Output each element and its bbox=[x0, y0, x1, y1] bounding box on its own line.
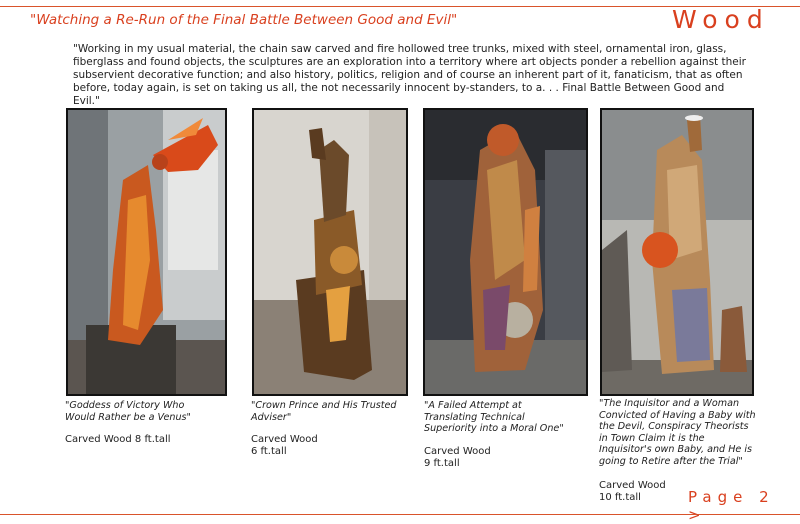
medium-failed-attempt: Carved Wood 9 ft.tall bbox=[424, 446, 491, 469]
sculpture-photo-inquisitor[interactable] bbox=[600, 108, 754, 396]
medium-crown-prince: Carved Wood 6 ft.tall bbox=[251, 434, 318, 457]
section-brand: Wood bbox=[672, 5, 770, 34]
medium-inquisitor: Carved Wood 10 ft.tall bbox=[599, 480, 666, 503]
caption-failed-attempt: "A Failed Attempt at Translating Technical Superiority into a Moral One" bbox=[424, 400, 564, 435]
sculpture-photo-crown-prince[interactable] bbox=[252, 108, 408, 396]
caption-goddess: "Goddess of Victory Who Would Rather be a Venus" bbox=[65, 400, 191, 423]
sculpture-photo-goddess[interactable] bbox=[66, 108, 227, 396]
artist-statement: "Working in my usual material, the chain saw carved and fire hollowed tree trunks, mixed with steel, ornamental iron, glass, fiberglass and found objects, the sculptures are an exploration into a territory where art objects ponder a rebellion against their subservient decorative function; and also history, politics, religion and of course an inherent part of it, fanaticism, that as often before, today again, is set on taking us all, the not necessarily innocent by-standers, to a. . . Final Battle Between Good and Evil." bbox=[73, 43, 746, 107]
page-title: "Watching a Re-Run of the Final Battle Between Good and Evil" bbox=[30, 12, 458, 28]
caption-inquisitor: "The Inquisitor and a Woman Convicted of Having a Baby with the Devil, Conspiracy Theorists in Town Claim it is the Inquisitor's own Baby, and He is going to Retire after the Trial" bbox=[599, 398, 756, 467]
next-page-link[interactable]: Page 2 > bbox=[688, 488, 775, 524]
bottom-rule bbox=[0, 514, 800, 515]
medium-goddess: Carved Wood 8 ft.tall bbox=[65, 434, 171, 445]
sculpture-photo-failed-attempt[interactable] bbox=[423, 108, 588, 396]
caption-crown-prince: "Crown Prince and His Trusted Adviser" bbox=[251, 400, 397, 423]
